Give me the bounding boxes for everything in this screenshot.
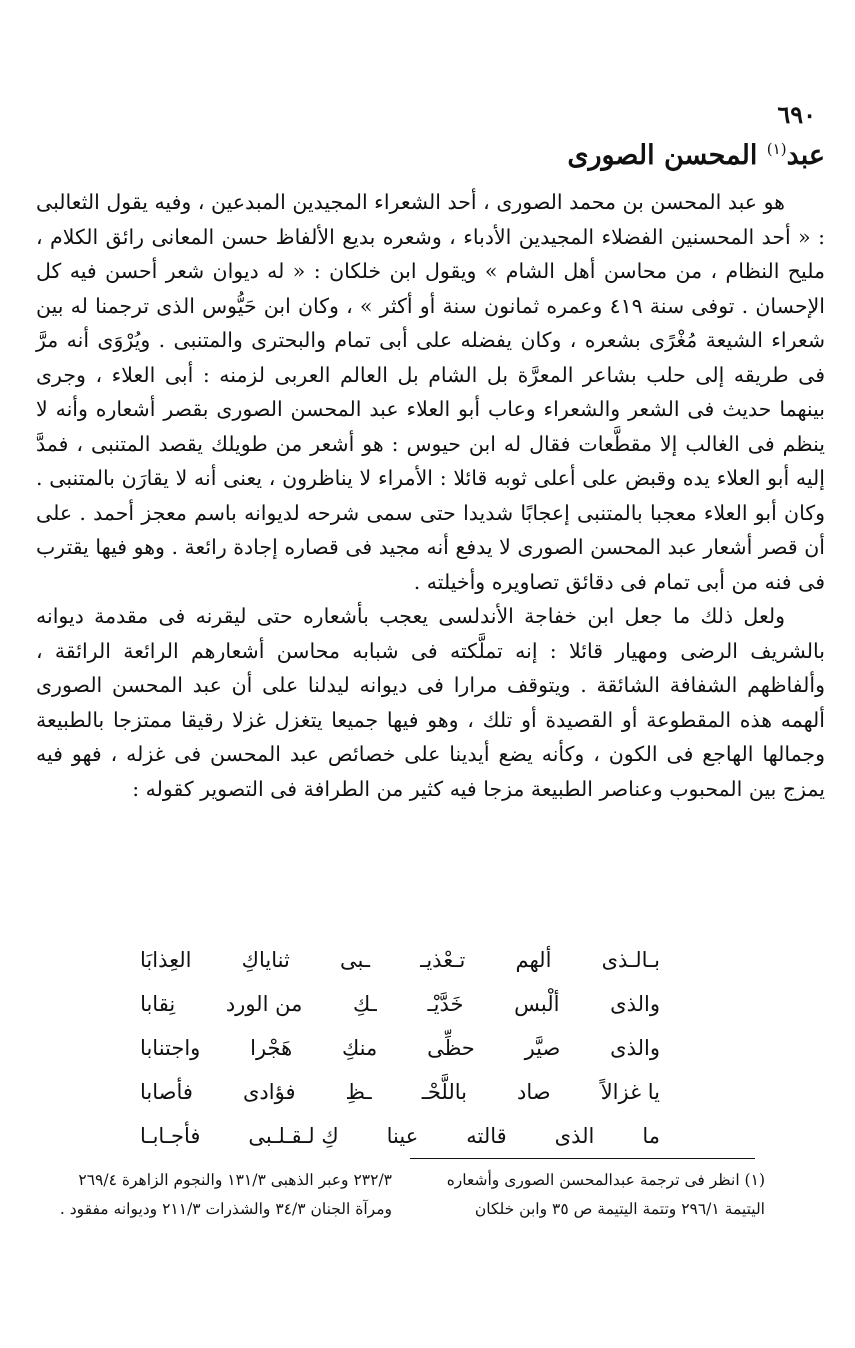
poem-word: ألهم [515, 948, 552, 972]
poem-line [140, 1070, 660, 1114]
poem-word: صيَّر [524, 1036, 561, 1060]
poem-word: نِقابا [140, 992, 176, 1016]
poem-word: فأجـابـا [140, 1124, 201, 1148]
poem [140, 938, 660, 1158]
poem-word: من الورد [225, 992, 303, 1016]
footnote-line: ٢٣٢/٣ وعبر الذهبى ١٣١/٣ والنجوم الزاهرة ٢٦٩/٤ [78, 1171, 392, 1189]
poem-word: الذى [554, 1124, 595, 1148]
heading-prefix: عبد [786, 140, 825, 171]
body-text [36, 185, 825, 806]
poem-word: ـبى [339, 948, 370, 972]
poem-line [140, 1114, 660, 1158]
poem-word: بـالـذى [601, 948, 660, 972]
poem-word: خَدَّيْـ [427, 992, 464, 1016]
poem-word: والذى [610, 992, 660, 1016]
footnote-marker: (١) [766, 140, 787, 158]
poem-word: ثناياكِ [241, 948, 290, 972]
poem-word: فؤادى [242, 1080, 296, 1104]
footnotes [40, 1166, 765, 1224]
poem-word: عينا [386, 1124, 419, 1148]
footnote-column-left [40, 1166, 392, 1224]
poem-line [140, 1026, 660, 1070]
poem-word: واجتنابا [140, 1036, 201, 1060]
poem-word: حظِّى [427, 1036, 475, 1060]
poem-word: هَجْرا [250, 1036, 293, 1060]
heading-title: المحسن الصورى [567, 140, 767, 171]
footnote-line: اليتيمة ٢٩٦/١ وتتمة اليتيمة ص ٣٥ وابن خلكان [474, 1200, 765, 1218]
poem-word: ألْبس [514, 992, 560, 1016]
poem-word: تـعْذيـ [420, 948, 466, 972]
poem-word: يا غزالاً [600, 1080, 660, 1104]
poem-word: باللَّحْـ [421, 1080, 467, 1104]
poem-word: منكِ [341, 1036, 378, 1060]
footnote-line: (١) انظر فى ترجمة عبدالمحسن الصورى وأشعاره [446, 1171, 765, 1189]
poem-line [140, 982, 660, 1026]
footnote-line: ومرآة الجنان ٣٤/٣ والشذرات ٢١١/٣ وديوانه مفقود . [59, 1200, 392, 1218]
poem-word: العِذابَا [140, 948, 192, 972]
poem-word: صاد [517, 1080, 551, 1104]
poem-word: ـظِ [345, 1080, 372, 1104]
page-number: ٦٩٠ [777, 100, 816, 129]
paragraph-1: هو عبد المحسن بن محمد الصورى ، أحد الشعراء المجيدين المبدعين ، وفيه يقول الثعالبى : « أحد المحسنين الفضلاء المجيدين الأدباء ، وشعره بديع الألفاظ حسن المعانى رائق الكلام ، مليح النظام ، من محاسن أهل الشام » ويقول ابن خلكان : « له ديوان شعر أحسن فيه كل الإحسان . توفى سنة ٤١٩ وعمره ثمانون سنة أو أكثر » ، وكان ابن حَيُّوس الذى ترجمنا له بين شعراء الشيعة مُغْرًى بشعره ، وكان يفضله على أبى تمام والبحترى والمتنبى . ويُرْوَى أنه مرَّ فى طريقه إلى حلب بشاعر المعرَّة بل الشام بل العالم العربى لزمنه : أبى العلاء ، وجرى بينهما حديث فى الشعر والشعراء وعاب أبو العلاء عبد المحسن الصورى بقصر أشعاره وأنه لا ينظم فى الغالب إلا مقطَّعات فقال له ابن حيوس : هو أشعر من طويلك يقصد المتنبى ، فمدَّ إليه أبو العلاء يده وقبض على أعلى ثوبه قائلا : الأمراء لا يناظرون ، يعنى أنه لا يقارَن بالمتنبى . وكان أبو العلاء معجبا بالمتنبى إعجابًا شديدا حتى سمى شرحه لديوانه باسم معجز أحمد . على أن قصر أشعار عبد المحسن الصورى لا يدفع أنه مجيد فى قصاره إجادة رائعة . وهو فيها يقترب فى فنه من أبى تمام فى دقائق تصاويره وأخيلته . [36, 190, 825, 594]
poem-word: قالته [466, 1124, 507, 1148]
footnote-divider [410, 1158, 755, 1159]
footnote-column-right [413, 1166, 765, 1224]
poem-word: فأصابا [140, 1080, 193, 1104]
paragraph-2: ولعل ذلك ما جعل ابن خفاجة الأندلسى يعجب بأشعاره حتى ليقرنه فى مقدمة ديوانه بالشريف الرضى ومهيار قائلا : إنه تملَّكته فى شبابه محاسن أشعارهم الرائعة الرائقة ، وألفاظهم الشفافة الشائقة . ويتوقف مرارا فى ديوانه ليدلنا على أن عبد المحسن الصورى ألهمه هذه المقطوعة أو القصيدة أو تلك ، وهو فيها جميعا يتغزل غزلا رقيقا ممتزجا بالطبيعة وجمالها الهاجع فى الكون ، وكأنه يضع أيدينا على خصائص عبد المحسن فى غزله ، فهو فيه يمزج بين المحبوب وعناصر الطبيعة مزجا فيه كثير من الطرافة فى التصوير كقوله : [36, 604, 825, 801]
poem-word: كِ لـقـلـبى [248, 1124, 339, 1148]
poem-word: ـكِ [352, 992, 377, 1016]
poem-word: والذى [610, 1036, 660, 1060]
poem-line [140, 938, 660, 982]
poem-word: ما [642, 1124, 660, 1148]
section-heading [567, 140, 825, 171]
